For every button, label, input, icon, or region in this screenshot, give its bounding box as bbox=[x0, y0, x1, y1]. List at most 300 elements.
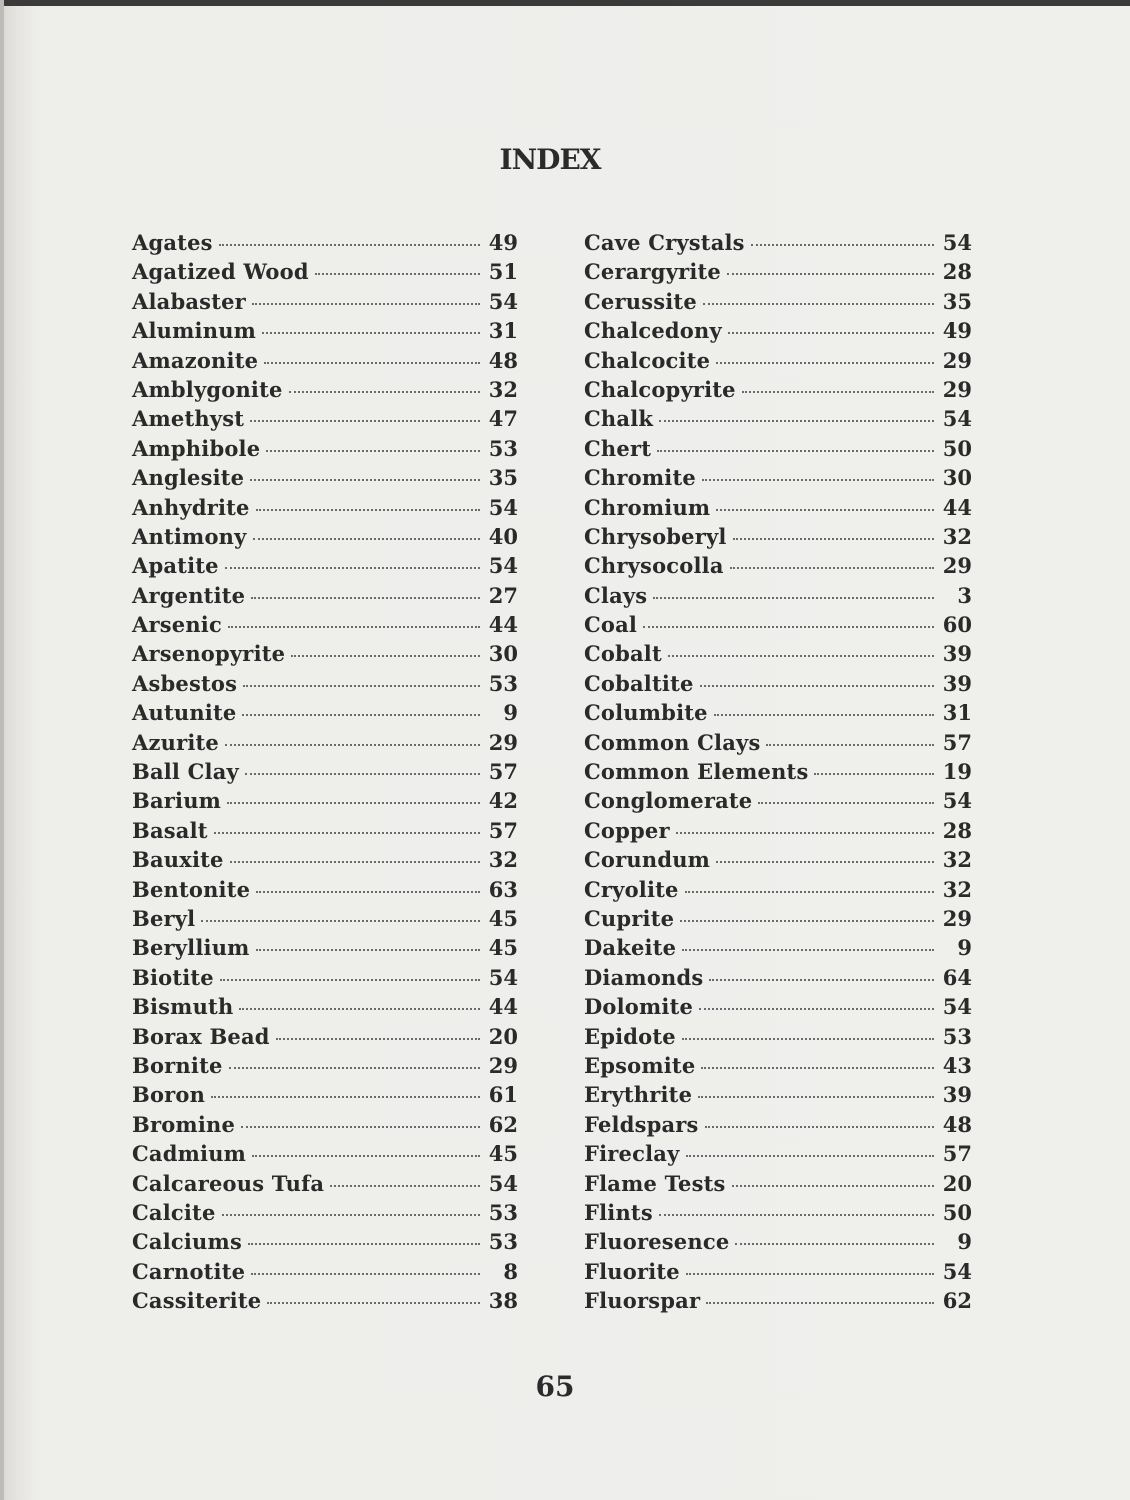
index-entry bbox=[584, 553, 972, 582]
index-term: Chalk bbox=[584, 406, 654, 432]
index-term: Calciums bbox=[132, 1229, 242, 1255]
index-page-number: 54 bbox=[488, 494, 518, 520]
dot-leader bbox=[700, 685, 934, 687]
index-entry bbox=[584, 788, 972, 817]
index-term: Autunite bbox=[132, 700, 237, 726]
index-page-number: 29 bbox=[942, 905, 972, 931]
index-page-number: 57 bbox=[942, 729, 972, 755]
index-term: Anhydrite bbox=[132, 494, 250, 520]
index-entry bbox=[132, 1141, 518, 1170]
index-page-number: 32 bbox=[942, 847, 972, 873]
dot-leader bbox=[680, 920, 934, 922]
dot-leader bbox=[714, 714, 934, 716]
dot-leader bbox=[699, 1008, 934, 1010]
index-entry bbox=[584, 1259, 972, 1288]
dot-leader bbox=[706, 1302, 934, 1304]
index-entry bbox=[584, 348, 972, 377]
index-page-number: 54 bbox=[942, 994, 972, 1020]
index-term: Epidote bbox=[584, 1023, 676, 1049]
dot-leader bbox=[256, 891, 480, 893]
dot-leader bbox=[668, 655, 934, 657]
dot-leader bbox=[716, 509, 934, 511]
dot-leader bbox=[727, 273, 934, 275]
index-term: Chalcocite bbox=[584, 347, 711, 373]
dot-leader bbox=[686, 1155, 935, 1157]
index-term: Cobaltite bbox=[584, 670, 694, 696]
dot-leader bbox=[730, 567, 934, 569]
index-page-number: 64 bbox=[942, 964, 972, 990]
index-entry bbox=[584, 1141, 972, 1170]
index-entry bbox=[132, 406, 518, 435]
index-term: Amblygonite bbox=[132, 376, 283, 402]
dot-leader bbox=[657, 450, 934, 452]
index-page-number: 42 bbox=[488, 788, 518, 814]
index-page-number: 32 bbox=[942, 523, 972, 549]
index-term: Fireclay bbox=[584, 1141, 680, 1167]
index-page-number: 8 bbox=[503, 1258, 518, 1284]
index-term: Apatite bbox=[132, 553, 219, 579]
index-entry bbox=[584, 965, 972, 994]
dot-leader bbox=[685, 891, 934, 893]
index-term: Corundum bbox=[584, 847, 711, 873]
index-page-number: 9 bbox=[957, 935, 972, 961]
index-entry bbox=[584, 994, 972, 1023]
index-entry bbox=[132, 318, 518, 347]
index-term: Agatized Wood bbox=[132, 259, 309, 285]
index-term: Common Clays bbox=[584, 729, 761, 755]
dot-leader bbox=[701, 1067, 934, 1069]
index-term: Basalt bbox=[132, 817, 208, 843]
index-entry bbox=[584, 818, 972, 847]
index-entry bbox=[584, 406, 972, 435]
index-entry bbox=[584, 935, 972, 964]
index-page-number: 38 bbox=[488, 1288, 518, 1314]
index-term: Agates bbox=[132, 230, 213, 255]
index-entry bbox=[584, 436, 972, 465]
index-entry bbox=[584, 1200, 972, 1229]
index-entry bbox=[132, 847, 518, 876]
index-page-number: 35 bbox=[488, 465, 518, 491]
index-entry bbox=[132, 259, 518, 288]
dot-leader bbox=[315, 273, 480, 275]
index-term: Clays bbox=[584, 582, 648, 608]
dot-leader bbox=[276, 1038, 480, 1040]
index-entry bbox=[132, 700, 518, 729]
index-entry bbox=[584, 495, 972, 524]
index-term: Amphibole bbox=[132, 435, 261, 461]
index-entry bbox=[584, 1024, 972, 1053]
index-entry bbox=[584, 289, 972, 318]
index-term: Beryl bbox=[132, 905, 196, 931]
index-term: Copper bbox=[584, 817, 670, 843]
dot-leader bbox=[252, 303, 480, 305]
dot-leader bbox=[214, 832, 480, 834]
index-term: Cerussite bbox=[584, 288, 697, 314]
index-term: Arsenic bbox=[132, 612, 222, 638]
dot-leader bbox=[267, 1302, 480, 1304]
index-term: Cassiterite bbox=[132, 1288, 262, 1314]
dot-leader bbox=[230, 861, 480, 863]
dot-leader bbox=[751, 244, 934, 246]
index-term: Carnotite bbox=[132, 1258, 246, 1284]
index-entry bbox=[132, 1171, 518, 1200]
index-page-number: 53 bbox=[488, 435, 518, 461]
index-page-number: 47 bbox=[488, 406, 518, 432]
dot-leader bbox=[256, 949, 480, 951]
page-number: 65 bbox=[535, 1370, 575, 1403]
index-entry bbox=[584, 641, 972, 670]
index-term: Calcareous Tufa bbox=[132, 1170, 325, 1196]
index-entry bbox=[584, 730, 972, 759]
index-entry bbox=[132, 1229, 518, 1258]
dot-leader bbox=[291, 655, 480, 657]
index-entry bbox=[132, 553, 518, 582]
index-term: Cryolite bbox=[584, 876, 679, 902]
index-page-number: 54 bbox=[942, 1258, 972, 1284]
index-page-number: 50 bbox=[942, 1199, 972, 1225]
index-entry bbox=[132, 818, 518, 847]
dot-leader bbox=[705, 1126, 934, 1128]
index-entry bbox=[584, 700, 972, 729]
index-page-number: 49 bbox=[488, 230, 518, 255]
index-term: Common Elements bbox=[584, 759, 809, 785]
index-term: Chalcopyrite bbox=[584, 376, 736, 402]
index-page-number: 48 bbox=[942, 1111, 972, 1137]
dot-leader bbox=[201, 920, 480, 922]
index-entry bbox=[584, 847, 972, 876]
index-entry bbox=[132, 965, 518, 994]
index-term: Barium bbox=[132, 788, 222, 814]
dot-leader bbox=[702, 479, 934, 481]
index-page-number: 48 bbox=[488, 347, 518, 373]
dot-leader bbox=[253, 538, 480, 540]
index-entry bbox=[132, 788, 518, 817]
index-entry bbox=[584, 524, 972, 553]
index-term: Conglomerate bbox=[584, 788, 753, 814]
index-page-number: 45 bbox=[488, 1141, 518, 1167]
index-page-number: 43 bbox=[942, 1052, 972, 1078]
index-term: Feldspars bbox=[584, 1111, 699, 1137]
index-page-number: 54 bbox=[942, 788, 972, 814]
dot-leader bbox=[250, 479, 480, 481]
index-term: Alabaster bbox=[132, 288, 246, 314]
index-term: Chromium bbox=[584, 494, 711, 520]
index-page-number: 39 bbox=[942, 641, 972, 667]
index-page-number: 53 bbox=[488, 1229, 518, 1255]
index-entry bbox=[132, 230, 518, 259]
index-term: Anglesite bbox=[132, 465, 245, 491]
index-term: Bromine bbox=[132, 1111, 236, 1137]
index-entry bbox=[584, 877, 972, 906]
index-page-number: 9 bbox=[957, 1229, 972, 1255]
index-entry bbox=[132, 436, 518, 465]
index-entry bbox=[584, 1082, 972, 1111]
index-page-number: 57 bbox=[942, 1141, 972, 1167]
dot-leader bbox=[716, 362, 934, 364]
index-term: Dolomite bbox=[584, 994, 694, 1020]
index-page-number: 39 bbox=[942, 670, 972, 696]
index-entry bbox=[584, 671, 972, 700]
dot-leader bbox=[266, 450, 480, 452]
dot-leader bbox=[211, 1096, 480, 1098]
index-entry bbox=[584, 612, 972, 641]
index-term: Bentonite bbox=[132, 876, 251, 902]
dot-leader bbox=[732, 1185, 934, 1187]
index-term: Cobalt bbox=[584, 641, 662, 667]
index-page-number: 57 bbox=[488, 817, 518, 843]
index-entry bbox=[132, 495, 518, 524]
page-title: INDEX bbox=[499, 143, 601, 176]
index-page-number: 32 bbox=[942, 876, 972, 902]
dot-leader bbox=[733, 538, 934, 540]
index-column-right bbox=[584, 230, 972, 1317]
dot-leader bbox=[242, 714, 480, 716]
index-entry bbox=[584, 759, 972, 788]
index-term: Cave Crystals bbox=[584, 230, 745, 255]
index-entry bbox=[132, 1082, 518, 1111]
index-entry bbox=[584, 1053, 972, 1082]
index-term: Chalcedony bbox=[584, 318, 722, 344]
index-page-number: 54 bbox=[488, 288, 518, 314]
index-entry bbox=[132, 730, 518, 759]
index-entry bbox=[584, 1229, 972, 1258]
dot-leader bbox=[262, 332, 480, 334]
index-entry bbox=[132, 465, 518, 494]
index-term: Bismuth bbox=[132, 994, 234, 1020]
index-term: Coal bbox=[584, 612, 638, 638]
dot-leader bbox=[251, 597, 480, 599]
index-page-number: 44 bbox=[942, 494, 972, 520]
index-page-number: 20 bbox=[488, 1023, 518, 1049]
index-entry bbox=[132, 877, 518, 906]
index-entry bbox=[132, 524, 518, 553]
index-page-number: 60 bbox=[942, 612, 972, 638]
index-page-number: 29 bbox=[488, 729, 518, 755]
index-page-number: 54 bbox=[942, 406, 972, 432]
index-term: Argentite bbox=[132, 582, 246, 608]
dot-leader bbox=[814, 773, 934, 775]
dot-leader bbox=[250, 420, 480, 422]
index-entry bbox=[132, 1112, 518, 1141]
index-term: Diamonds bbox=[584, 964, 704, 990]
index-term: Bornite bbox=[132, 1052, 223, 1078]
index-term: Biotite bbox=[132, 964, 214, 990]
index-entry bbox=[584, 1112, 972, 1141]
index-entry bbox=[584, 259, 972, 288]
index-page-number: 30 bbox=[942, 465, 972, 491]
index-entry bbox=[132, 1053, 518, 1082]
dot-leader bbox=[239, 1008, 480, 1010]
index-entry bbox=[132, 994, 518, 1023]
index-term: Fluorspar bbox=[584, 1288, 701, 1314]
index-page-number: 54 bbox=[488, 964, 518, 990]
index-entry bbox=[132, 906, 518, 935]
index-term: Epsomite bbox=[584, 1052, 696, 1078]
index-term: Amethyst bbox=[132, 406, 245, 432]
index-page-number: 53 bbox=[488, 1199, 518, 1225]
dot-leader bbox=[227, 802, 480, 804]
index-entry bbox=[132, 1259, 518, 1288]
index-page-number: 54 bbox=[488, 1170, 518, 1196]
index-term: Antimony bbox=[132, 523, 247, 549]
dot-leader bbox=[222, 1214, 480, 1216]
index-page-number: 3 bbox=[957, 582, 972, 608]
index-page-number: 62 bbox=[942, 1288, 972, 1314]
page-binding-edge bbox=[0, 0, 4, 1500]
dot-leader bbox=[330, 1185, 480, 1187]
index-page-number: 29 bbox=[942, 347, 972, 373]
index-page-number: 28 bbox=[942, 259, 972, 285]
index-entry bbox=[132, 1024, 518, 1053]
index-page-number: 51 bbox=[488, 259, 518, 285]
index-page-number: 62 bbox=[488, 1111, 518, 1137]
index-page-number: 44 bbox=[488, 612, 518, 638]
page-top-edge bbox=[0, 0, 1130, 6]
dot-leader bbox=[766, 744, 934, 746]
index-term: Boron bbox=[132, 1082, 206, 1108]
dot-leader bbox=[758, 802, 934, 804]
index-page-number: 30 bbox=[488, 641, 518, 667]
index-page-number: 49 bbox=[942, 318, 972, 344]
index-term: Chrysocolla bbox=[584, 553, 724, 579]
index-page-number: 45 bbox=[488, 935, 518, 961]
dot-leader bbox=[742, 391, 934, 393]
index-entry bbox=[132, 583, 518, 612]
index-term: Flame Tests bbox=[584, 1170, 726, 1196]
index-term: Fluoresence bbox=[584, 1229, 730, 1255]
index-page-number: 31 bbox=[488, 318, 518, 344]
index-entry bbox=[132, 759, 518, 788]
dot-leader bbox=[256, 509, 480, 511]
index-page-number: 44 bbox=[488, 994, 518, 1020]
index-entry bbox=[132, 289, 518, 318]
dot-leader bbox=[229, 1067, 480, 1069]
index-page-number: 31 bbox=[942, 700, 972, 726]
index-page-number: 29 bbox=[488, 1052, 518, 1078]
index-page-number: 29 bbox=[942, 553, 972, 579]
index-entry bbox=[584, 583, 972, 612]
index-term: Amazonite bbox=[132, 347, 259, 373]
index-entry bbox=[132, 1200, 518, 1229]
dot-leader bbox=[728, 332, 934, 334]
index-term: Bauxite bbox=[132, 847, 224, 873]
index-entry bbox=[584, 465, 972, 494]
dot-leader bbox=[245, 773, 480, 775]
index-page-number: 35 bbox=[942, 288, 972, 314]
index-entry bbox=[584, 1171, 972, 1200]
index-term: Cuprite bbox=[584, 905, 675, 931]
index-page-number: 40 bbox=[488, 523, 518, 549]
dot-leader bbox=[264, 362, 480, 364]
dot-leader bbox=[243, 685, 480, 687]
index-page-number: 54 bbox=[942, 230, 972, 255]
dot-leader bbox=[703, 303, 934, 305]
index-term: Cerargyrite bbox=[584, 259, 721, 285]
index-term: Azurite bbox=[132, 729, 219, 755]
index-page-number: 61 bbox=[488, 1082, 518, 1108]
dot-leader bbox=[659, 420, 934, 422]
index-page-number: 57 bbox=[488, 759, 518, 785]
index-page-number: 32 bbox=[488, 376, 518, 402]
dot-leader bbox=[682, 1038, 934, 1040]
index-entry bbox=[584, 318, 972, 347]
dot-leader bbox=[709, 979, 934, 981]
dot-leader bbox=[252, 1155, 480, 1157]
index-term: Asbestos bbox=[132, 670, 238, 696]
index-page-number: 54 bbox=[488, 553, 518, 579]
dot-leader bbox=[698, 1096, 934, 1098]
index-page-number: 53 bbox=[942, 1023, 972, 1049]
index-entry bbox=[584, 377, 972, 406]
index-entry bbox=[132, 935, 518, 964]
index-term: Beryllium bbox=[132, 935, 250, 961]
dot-leader bbox=[225, 744, 480, 746]
index-term: Columbite bbox=[584, 700, 708, 726]
dot-leader bbox=[251, 1273, 480, 1275]
index-term: Dakeite bbox=[584, 935, 677, 961]
index-page-number: 20 bbox=[942, 1170, 972, 1196]
dot-leader bbox=[225, 567, 480, 569]
dot-leader bbox=[228, 626, 480, 628]
dot-leader bbox=[219, 244, 480, 246]
index-entry bbox=[584, 906, 972, 935]
index-page-number: 9 bbox=[503, 700, 518, 726]
index-page-number: 39 bbox=[942, 1082, 972, 1108]
index-term: Arsenopyrite bbox=[132, 641, 286, 667]
dot-leader bbox=[289, 391, 480, 393]
index-column-left bbox=[132, 230, 518, 1317]
index-page-number: 53 bbox=[488, 670, 518, 696]
index-term: Cadmium bbox=[132, 1141, 247, 1167]
index-term: Aluminum bbox=[132, 318, 257, 344]
index-page-number: 27 bbox=[488, 582, 518, 608]
index-term: Fluorite bbox=[584, 1258, 680, 1284]
dot-leader bbox=[682, 949, 934, 951]
index-term: Borax Bead bbox=[132, 1023, 270, 1049]
dot-leader bbox=[676, 832, 934, 834]
index-term: Flints bbox=[584, 1199, 653, 1225]
dot-leader bbox=[643, 626, 934, 628]
index-page-number: 29 bbox=[942, 376, 972, 402]
index-entry bbox=[132, 348, 518, 377]
dot-leader bbox=[735, 1243, 934, 1245]
index-entry bbox=[584, 230, 972, 259]
index-term: Chert bbox=[584, 435, 652, 461]
index-entry bbox=[132, 641, 518, 670]
index-term: Chrysoberyl bbox=[584, 523, 727, 549]
index-page-number: 45 bbox=[488, 905, 518, 931]
dot-leader bbox=[659, 1214, 934, 1216]
dot-leader bbox=[653, 597, 934, 599]
dot-leader bbox=[248, 1243, 480, 1245]
index-page-number: 32 bbox=[488, 847, 518, 873]
index-entry bbox=[132, 612, 518, 641]
index-page-number: 28 bbox=[942, 817, 972, 843]
index-term: Ball Clay bbox=[132, 759, 239, 785]
index-entry bbox=[132, 671, 518, 700]
index-entry bbox=[132, 1288, 518, 1317]
dot-leader bbox=[220, 979, 480, 981]
dot-leader bbox=[241, 1126, 480, 1128]
index-page-number: 50 bbox=[942, 435, 972, 461]
index-page-number: 63 bbox=[488, 876, 518, 902]
index-term: Chromite bbox=[584, 465, 696, 491]
index-entry bbox=[132, 377, 518, 406]
index-page-number: 19 bbox=[942, 759, 972, 785]
index-entry bbox=[584, 1288, 972, 1317]
dot-leader bbox=[716, 861, 934, 863]
index-term: Erythrite bbox=[584, 1082, 693, 1108]
